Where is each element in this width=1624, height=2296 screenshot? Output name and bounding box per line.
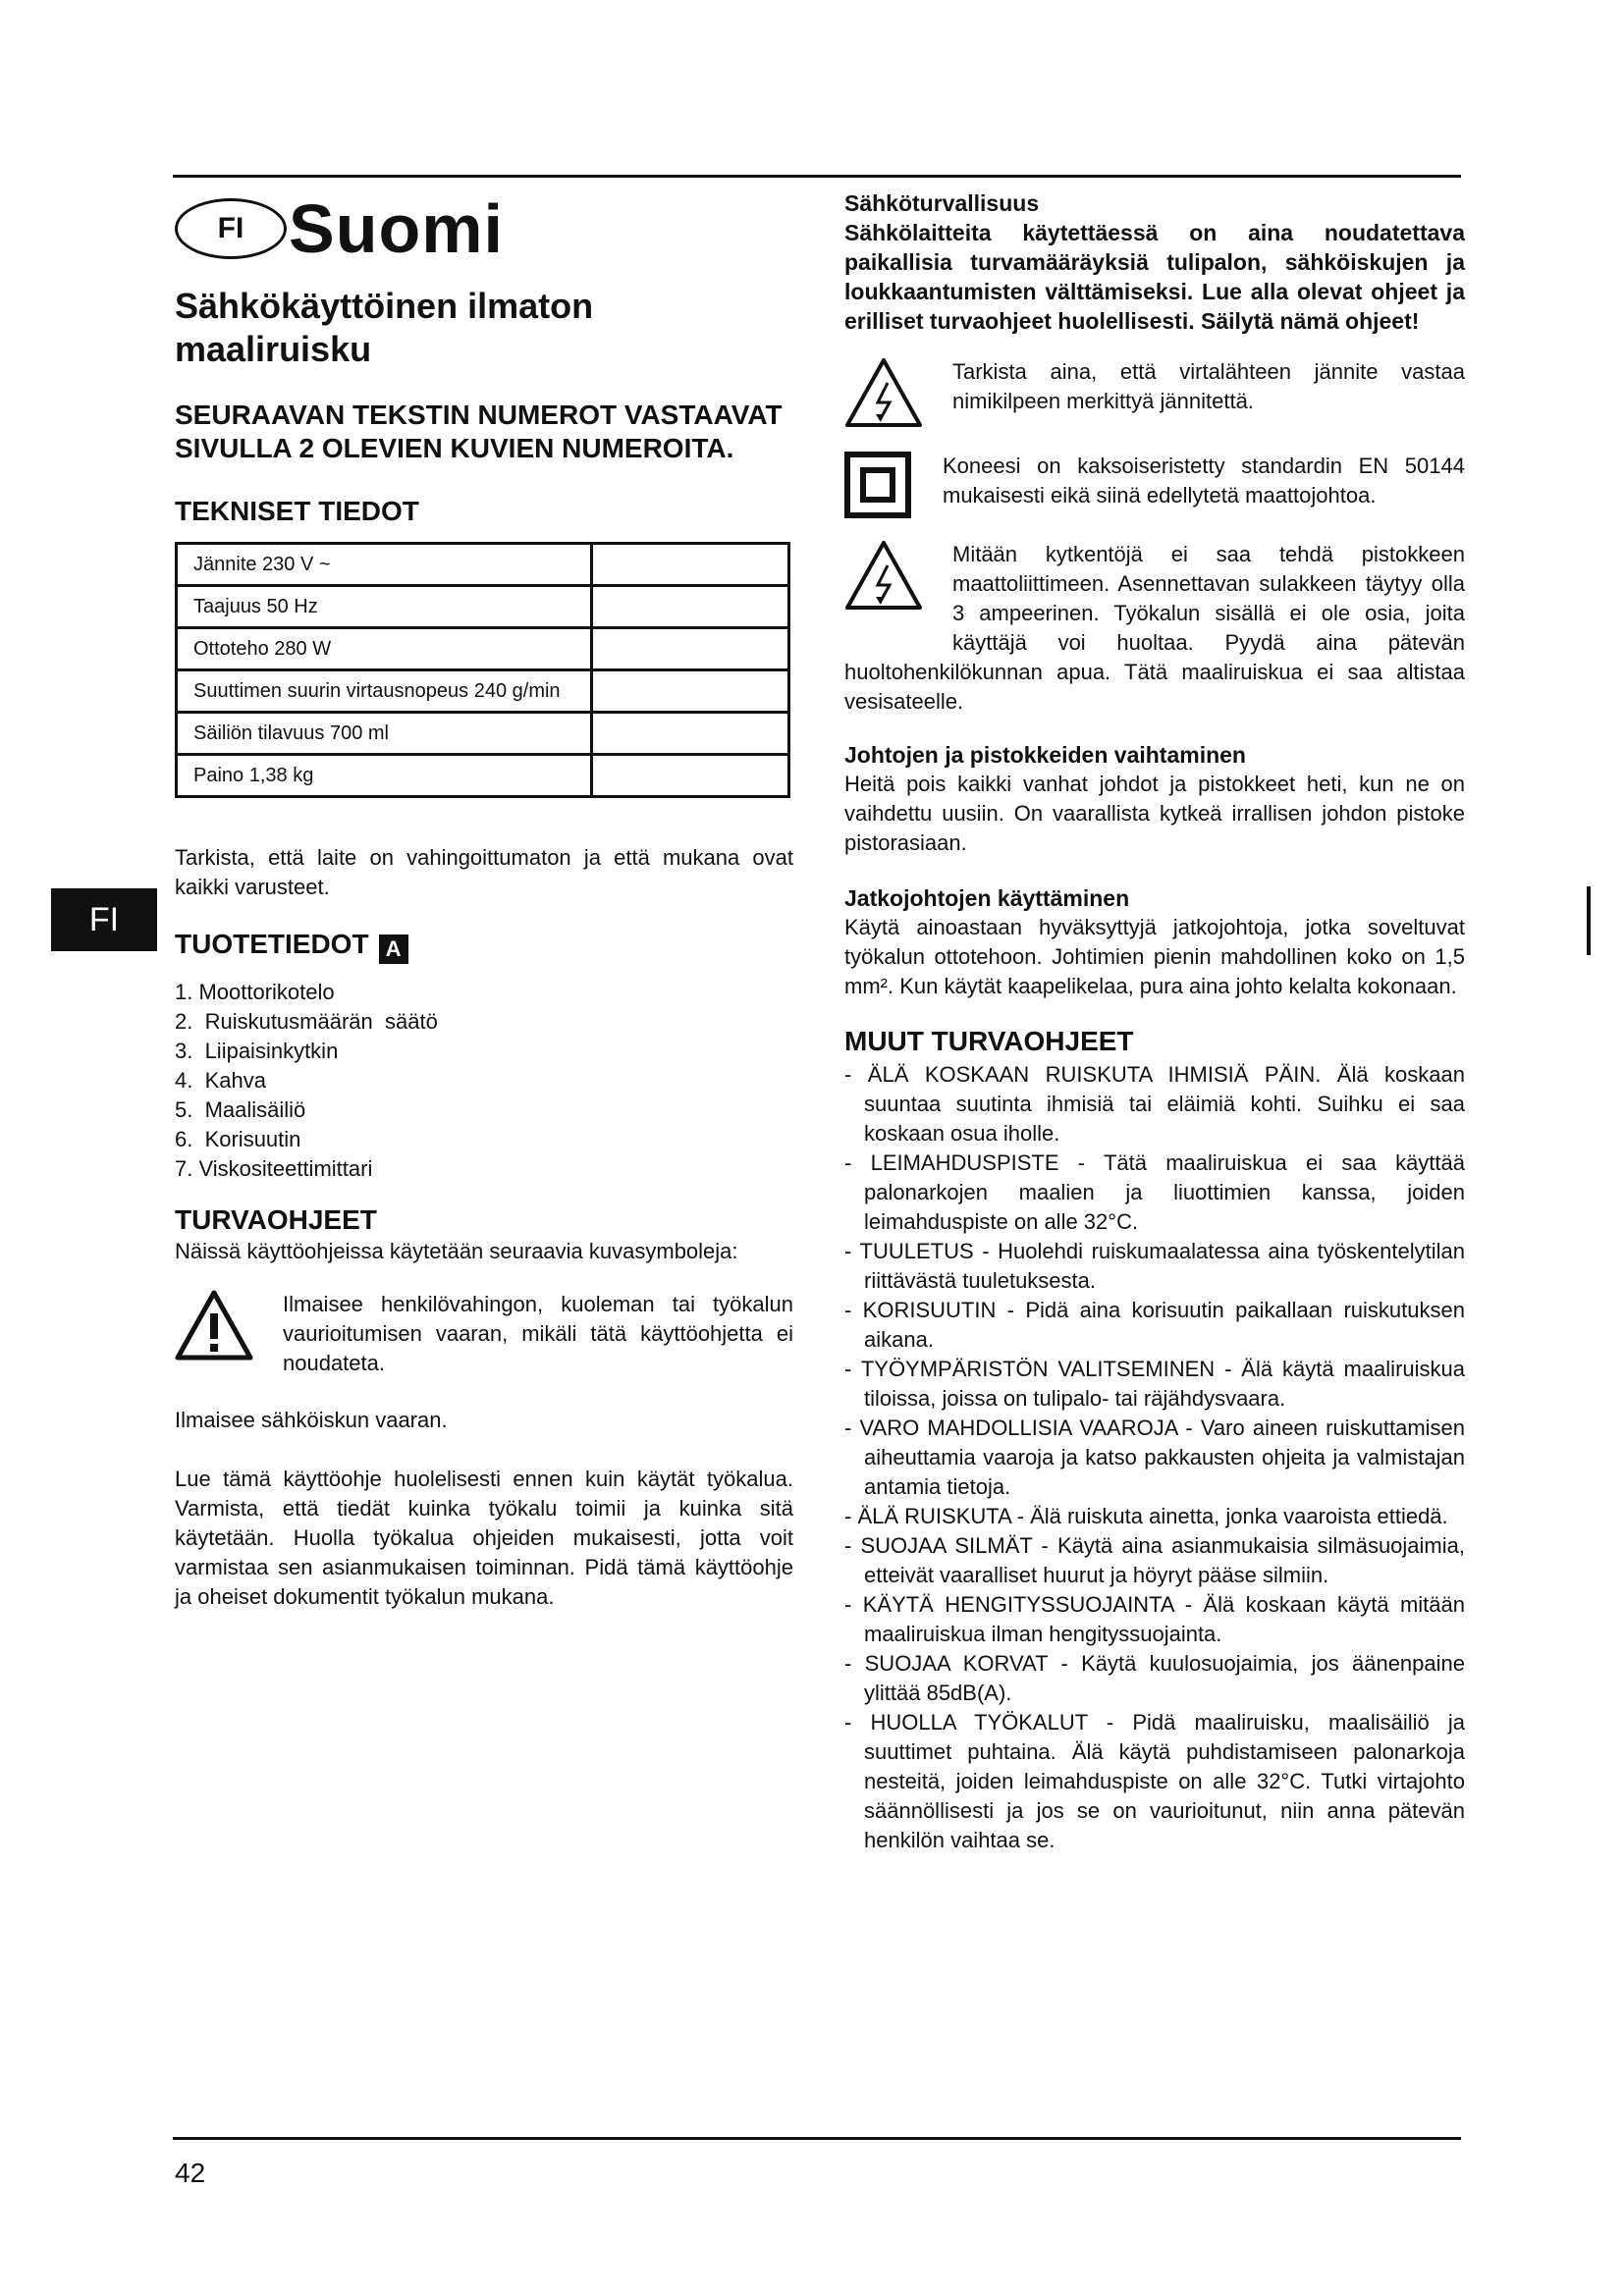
list-item: 6. Korisuutin <box>175 1127 301 1151</box>
safety-heading: TURVAOHJEET <box>175 1204 377 1235</box>
top-rule <box>173 175 1461 178</box>
list-item: 4. Kahva <box>175 1068 266 1093</box>
spec-label: Suuttimen suurin virtausnopeus 240 g/min <box>177 670 592 713</box>
electrical-safety-heading: Sähköturvallisuus <box>844 190 1040 216</box>
electric-hazard-icon <box>844 540 952 630</box>
cables-text: Heitä pois kaikki vanhat johdot ja pistokkeet heti, kun ne on vaihdettu uusiin. On vaarallista kytkeä irrallisen johdon pistoke pistorasiaan. <box>844 772 1465 855</box>
spec-label: Taajuus 50 Hz <box>177 586 592 628</box>
extension-text: Käytä ainoastaan hyväksyttyjä jatkojohtoja, jotka soveltuvat työkalun ottotehoon. Johtimien pienin mahdollinen koko on 1,5 mm². Kun käytät kaapelikelaa, pura aina johto kelalta kokonaan. <box>844 915 1465 998</box>
right-column <box>844 188 1465 1855</box>
language-title: Suomi <box>289 190 504 267</box>
figure-a-badge: A <box>379 934 408 964</box>
spec-label: Jännite 230 V ~ <box>177 544 592 586</box>
list-item: 5. Maalisäiliö <box>175 1097 306 1122</box>
spec-value-cell <box>592 755 789 797</box>
voltage-check: Tarkista aina, että virtalähteen jännite vastaa nimikilpeen merkittyä jännitettä. <box>952 359 1465 413</box>
safety-intro: Näissä käyttöohjeissa käytetään seuraavia kuvasymboleja: <box>175 1239 738 1263</box>
list-item: - TYÖYMPÄRISTÖN VALITSEMINEN - Älä käytä maaliruiskua tiloissa, joissa on tulipalo- tai räjähdysvaara. <box>844 1357 1465 1411</box>
spec-label: Säiliön tilavuus 700 ml <box>177 713 592 755</box>
spec-row <box>177 713 789 755</box>
electric-hazard-icon <box>844 357 952 428</box>
specs-heading: TEKNISET TIEDOT <box>175 496 419 526</box>
list-item: 3. Liipaisinkytkin <box>175 1039 339 1063</box>
list-item: 1. Moottorikotelo <box>175 980 335 1004</box>
margin-change-bar <box>1587 886 1591 955</box>
spec-label: Ottoteho 280 W <box>177 628 592 670</box>
page-number: 42 <box>175 2158 206 2188</box>
list-item: - LEIMAHDUSPISTE - Tätä maaliruiskua ei saa käyttää palonarkojen maalien ja liuottimien kanssa, joiden leimahduspiste on alle 32°C. <box>844 1150 1465 1234</box>
list-item: - ÄLÄ KOSKAAN RUISKUTA IHMISIÄ PÄIN. Älä koskaan suuntaa suutinta ihmisiä tai eläimiä kohti. Suihku ei saa koskaan osua iholle. <box>844 1062 1465 1146</box>
other-safety-heading: MUUT TURVAOHJEET <box>844 1026 1134 1056</box>
spec-label: Paino 1,38 kg <box>177 755 592 797</box>
double-insulated-text: Koneesi on kaksoiseristetty standardin EN 50144 mukaisesti eikä siinä edellytetä maattojohtoa. <box>943 454 1465 507</box>
spec-row <box>177 628 789 670</box>
list-item: - HUOLLA TYÖKALUT - Pidä maaliruisku, maalisäiliö ja suuttimet puhtaina. Älä käytä puhdistamiseen palonarkoja nesteitä, joiden leimahduspiste on alle 32°C. Tutki virtajohto säännöllisesti ja jos se on vaurioitunut, niin anna pätevän henkilön vaihtaa se. <box>844 1710 1465 1852</box>
list-item: - KORISUUTIN - Pidä aina korisuutin paikallaan ruiskutuksen aikana. <box>844 1298 1465 1352</box>
no-connections-block <box>844 540 1465 717</box>
list-item: - TUULETUS - Huolehdi ruiskumaalatessa aina työskentelytilan riittävästä tuuletuksesta. <box>844 1239 1465 1293</box>
numbers-note: SEURAAVAN TEKSTIN NUMEROT VASTAAVAT SIVULLA 2 OLEVIEN KUVIEN NUMEROITA. <box>175 400 783 463</box>
warning-symbol-row <box>175 1290 793 1378</box>
list-item: - SUOJAA SILMÄT - Käytä aina asianmukaisia silmäsuojaimia, etteivät vaaralliset huurut ja höyryt pääse silmiin. <box>844 1533 1465 1587</box>
product-heading <box>175 928 793 964</box>
double-insulation-row <box>844 452 1465 518</box>
read-manual-text: Lue tämä käyttöohje huolelisesti ennen kuin käytät työkalua. Varmista, että tiedät kuinka työkalu toimii ja kuinka sitä käytetään. Huolla työkalua ohjeiden mukaisesti, jotta voit varmistaa sen asianmukaisen toiminnan. Pidä tämä käyttöohje ja oheiset dokumentit työkalun mukana. <box>175 1467 793 1609</box>
list-item: - SUOJAA KORVAT - Käytä kuulosuojaimia, jos äänenpaine ylittää 85dB(A). <box>844 1651 1465 1705</box>
warning-triangle-icon <box>175 1290 283 1361</box>
language-code-badge: FI <box>175 198 287 259</box>
cables-heading: Johtojen ja pistokkeiden vaihtaminen <box>844 742 1246 768</box>
spec-row <box>177 586 789 628</box>
list-item: - VARO MAHDOLLISIA VAAROJA - Varo aineen ruiskuttamisen aiheuttamia vaaroja ja katso pakkausten ohjeita ja valmistajan antamia tietoja. <box>844 1415 1465 1499</box>
list-item: 2. Ruiskutusmäärän säätö <box>175 1009 438 1034</box>
bottom-rule <box>173 2137 1461 2140</box>
product-list <box>175 978 793 1184</box>
no-connections-text: Mitään kytkentöjä ei saa tehdä pistokkeen maattoliittimeen. Asennettavan sulakkeen täytyy olla 3 ampeerinen. Työkalun sisällä ei ole osia, joita käyttäjä voi huoltaa. Pyydä aina pätevän huoltohenkilökunnan apua. Tätä maaliruiskua ei saa altistaa vesisateelle. <box>844 542 1465 714</box>
other-safety-list <box>844 1060 1465 1855</box>
spec-value-cell <box>592 670 789 713</box>
spec-value-cell <box>592 544 789 586</box>
voltage-row <box>844 357 1465 428</box>
spec-row <box>177 544 789 586</box>
spec-row <box>177 755 789 797</box>
language-side-tab: FI <box>51 888 157 951</box>
spec-value-cell <box>592 628 789 670</box>
list-item: - ÄLÄ RUISKUTA - Älä ruiskuta ainetta, jonka vaaroista ettiedä. <box>844 1504 1448 1528</box>
product-heading-text: TUOTETIEDOT <box>175 929 369 959</box>
spec-value-cell <box>592 586 789 628</box>
spec-row <box>177 670 789 713</box>
warning-symbol-text: Ilmaisee henkilövahingon, kuoleman tai työkalun vaurioitumisen vaaran, mikäli tätä käyttöohjetta ei noudateta. <box>283 1292 793 1375</box>
electric-hazard-text: Ilmaisee sähköiskun vaaran. <box>175 1408 448 1432</box>
language-header <box>175 192 793 265</box>
extension-heading: Jatkojohtojen käyttäminen <box>844 885 1130 911</box>
list-item: 7. Viskositeettimittari <box>175 1156 373 1181</box>
list-item: - KÄYTÄ HENGITYSSUOJAINTA - Älä koskaan käytä mitään maaliruiskua ilman hengityssuojainta. <box>844 1592 1465 1646</box>
double-insulation-icon <box>844 452 943 518</box>
left-column <box>175 192 793 1612</box>
electrical-safety-text: Sähkölaitteita käytettäessä on aina noudatettava paikallisia turvamääräyksiä tulipalon, sähköiskujen ja loukkaantumisten välttämiseksi. Lue alla olevat ohjeet ja erilliset turvaohjeet huolellisesti. Säilytä nämä ohjeet! <box>844 220 1465 334</box>
specs-table <box>175 542 790 798</box>
spec-value-cell <box>592 713 789 755</box>
check-text: Tarkista, että laite on vahingoittumaton ja että mukana ovat kaikki varusteet. <box>175 845 793 899</box>
document-title: Sähkökäyttöinen ilmaton maaliruisku <box>175 286 594 369</box>
